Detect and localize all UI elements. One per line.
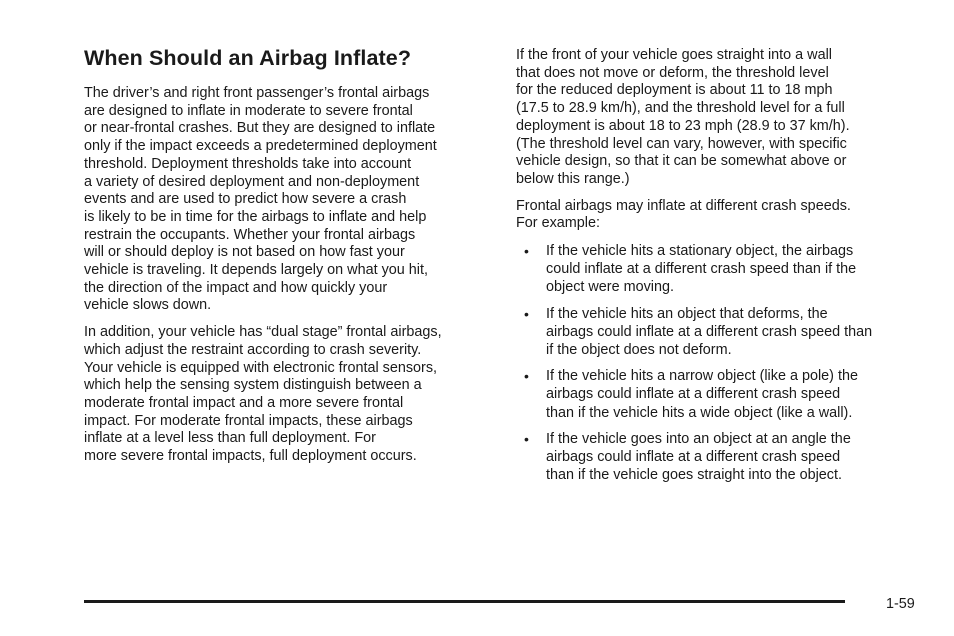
text-line: are designed to inflate in moderate to severe frontal: [84, 102, 413, 119]
text-line: airbags could inflate at a different crash speed than: [546, 323, 873, 340]
text-line: If the vehicle hits an object that deforms, the: [546, 305, 828, 322]
text-line: could inflate at a different crash speed than if the: [546, 261, 857, 278]
text-line: If the vehicle hits a narrow object (like a pole) the: [546, 368, 858, 385]
text-line: than if the vehicle goes straight into the object.: [546, 467, 842, 484]
text-line: (The threshold level can vary, however, with specific: [516, 135, 847, 152]
text-line: events and are used to predict how severe a crash: [84, 191, 407, 208]
bullet-item: [516, 305, 926, 360]
text-line: below this range.): [516, 170, 630, 187]
footer-rule: [84, 600, 845, 603]
text-line: is likely to be in time for the airbags to inflate and help: [84, 208, 427, 225]
bullet-item: [516, 242, 926, 297]
text-line: In addition, your vehicle has “dual stage” frontal airbags,: [84, 324, 442, 341]
text-line: If the vehicle goes into an object at an angle the: [546, 430, 851, 447]
section-heading: When Should an Airbag Inflate?: [84, 46, 412, 70]
text-line: for the reduced deployment is about 11 to 18 mph: [516, 82, 833, 99]
text-line: For example:: [516, 215, 600, 232]
text-line: airbags could inflate at a different crash speed: [546, 449, 841, 466]
page-number: 1-59: [886, 596, 915, 612]
text-line: the direction of the impact and how quickly your: [84, 279, 388, 296]
paragraph: [84, 85, 494, 315]
text-line: inflate at a level less than full deployment. For: [84, 430, 376, 447]
text-line: If the vehicle hits a stationary object, the airbags: [546, 243, 854, 260]
text-line: If the front of your vehicle goes straight into a wall: [516, 47, 832, 63]
right-column: [516, 47, 926, 492]
text-line: only if the impact exceeds a predetermined deployment: [84, 138, 437, 155]
text-line: a variety of desired deployment and non-deployment: [84, 173, 420, 190]
text-line: than if the vehicle hits a wide object (like a wall).: [546, 404, 853, 421]
text-line: moderate frontal impact and a more severe frontal: [84, 394, 404, 411]
bullet-dot-icon: •: [524, 305, 529, 322]
text-line: if the object does not deform.: [546, 342, 732, 359]
bullet-item: [516, 430, 926, 485]
paragraph: [84, 324, 494, 466]
text-line: threshold. Deployment thresholds take into account: [84, 155, 412, 172]
text-line: restrain the occupants. Whether your frontal airbags: [84, 226, 416, 243]
left-column: [84, 44, 494, 475]
text-line: vehicle design, so that it can be somewhat above or: [516, 153, 847, 170]
text-line: which help the sensing system distinguish between a: [84, 377, 422, 394]
text-line: or near-frontal crashes. But they are designed to inflate: [84, 120, 436, 137]
text-line: more severe frontal impacts, full deployment occurs.: [84, 448, 417, 465]
text-line: which adjust the restraint according to crash severity.: [84, 341, 422, 358]
text-line: The driver’s and right front passenger’s frontal airbags: [84, 85, 430, 101]
paragraph: [516, 198, 926, 233]
text-line: vehicle is traveling. It depends largely on what you hit,: [84, 262, 428, 279]
paragraph: [516, 47, 926, 189]
text-line: that does not move or deform, the threshold level: [516, 64, 829, 81]
text-line: will or should deploy is not based on how fast your: [84, 244, 405, 261]
text-line: vehicle slows down.: [84, 297, 212, 314]
text-line: deployment is about 18 to 23 mph (28.9 to 37 km/h).: [516, 117, 850, 134]
example-bullet-list: [516, 242, 926, 484]
text-line: Your vehicle is equipped with electronic frontal sensors,: [84, 359, 438, 376]
bullet-item: [516, 367, 926, 422]
text-line: (17.5 to 28.9 km/h), and the threshold level for a full: [516, 100, 845, 117]
bullet-dot-icon: •: [524, 368, 529, 385]
right-paragraphs: [516, 47, 926, 233]
bullet-dot-icon: •: [524, 430, 529, 447]
text-line: Frontal airbags may inflate at different crash speeds.: [516, 197, 851, 214]
text-line: airbags could inflate at a different crash speed: [546, 386, 841, 403]
text-line: impact. For moderate frontal impacts, these airbags: [84, 412, 413, 429]
bullet-dot-icon: •: [524, 243, 529, 260]
text-line: object were moving.: [546, 279, 674, 296]
left-paragraphs: [84, 85, 494, 466]
